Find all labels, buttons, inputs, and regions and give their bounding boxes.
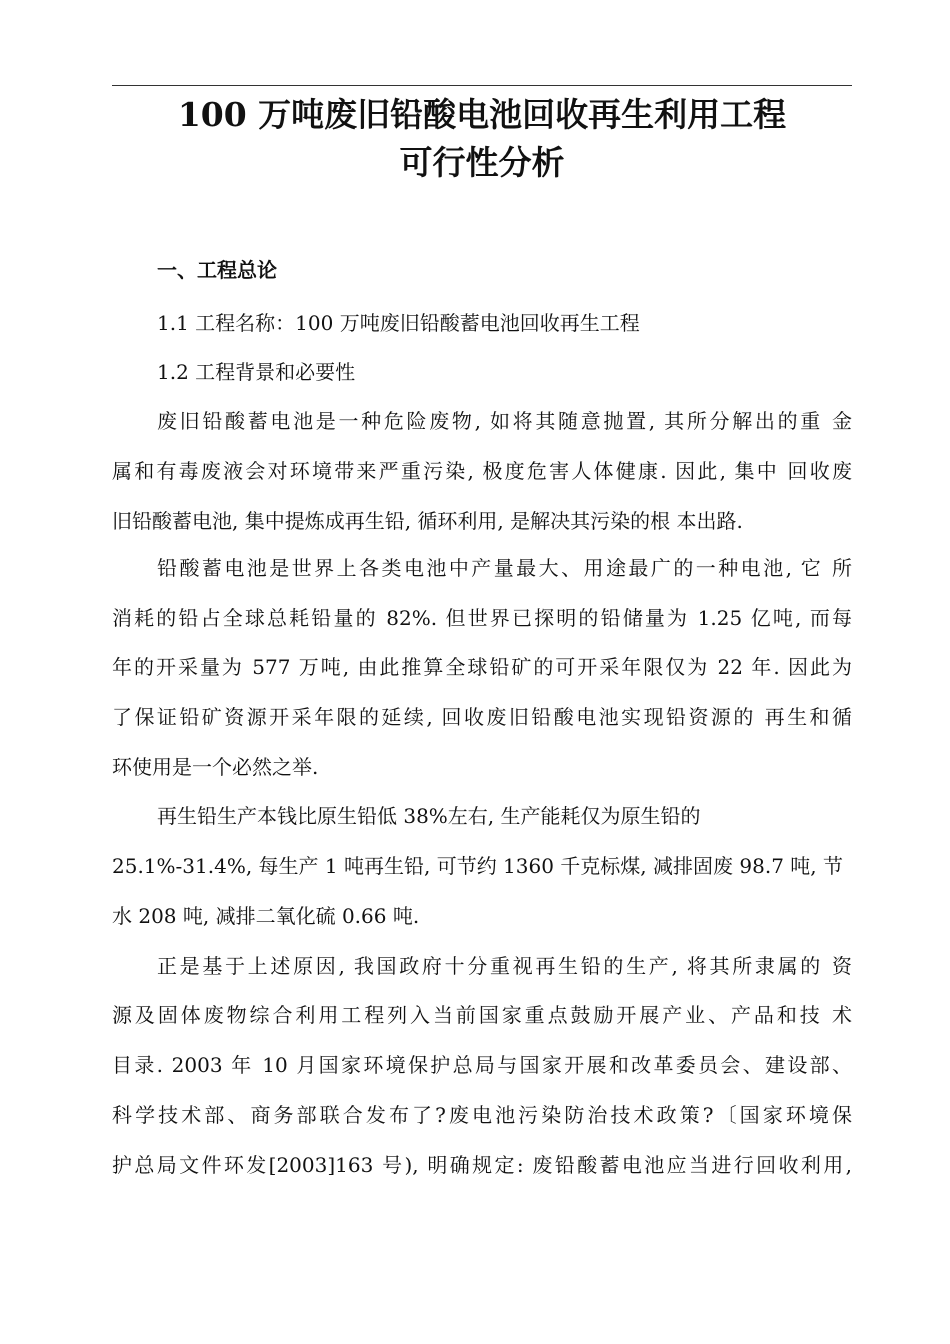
paragraph-1-line: 废旧铅酸蓄电池是一种危险废物, 如将其随意抛置, 其所分解出的重 金 [157,409,852,433]
paragraph-4-line: 目录. 2003 年 10 月国家环境保护总局与国家开展和改革委员会、建设部、 [112,1053,852,1077]
item-background: 1.2 工程背景和必要性 [157,360,356,384]
document-title-line-2: 可行性分析 [399,143,565,182]
paragraph-1-line: 属和有毒废液会对环境带来严重污染, 极度危害人体健康. 因此, 集中 回收废 [112,459,852,483]
paragraph-3-line: 水 208 吨, 减排二氧化硫 0.66 吨. [112,904,420,928]
paragraph-4-line: 护总局文件环发[2003]163 号), 明确规定: 废铅酸蓄电池应当进行回收利用, [112,1153,852,1177]
header-rule [112,85,852,86]
paragraph-2-line: 铅酸蓄电池是世界上各类电池中产量最大、用途最广的一种电池, 它 所 [157,556,852,580]
paragraph-4-line: 源及固体废物综合利用工程列入当前国家重点鼓励开展产业、产品和技 术 [112,1003,852,1027]
paragraph-4-line: 科学技术部、商务部联合发布了?废电池污染防治技术政策?〔国家环境保 [112,1103,852,1127]
paragraph-3-line: 再生铅生产本钱比原生铅低 38%左右, 生产能耗仅为原生铅的 [157,804,701,828]
paragraph-2-line: 了保证铅矿资源开采年限的延续, 回收废旧铅酸电池实现铅资源的 再生和循 [112,705,852,729]
paragraph-3-line: 25.1%-31.4%, 每生产 1 吨再生铅, 可节约 1360 千克标煤, 减排固废 98.7 吨, 节 [112,854,843,878]
paragraph-2-line: 消耗的铅占全球总耗铅量的 82%. 但世界已探明的铅储量为 1.25 亿吨, 而每 [112,606,852,630]
section-heading: 一、工程总论 [157,258,277,282]
item-project-name: 1.1 工程名称：100 万吨废旧铅酸蓄电池回收再生工程 [157,311,640,335]
document-title-line-1: 100 万吨废旧铅酸电池回收再生利用工程 [177,95,787,134]
paragraph-2-line: 年的开采量为 577 万吨, 由此推算全球铅矿的可开采年限仅为 22 年. 因此为 [112,655,852,679]
paragraph-2-line: 环使用是一个必然之举. [112,755,319,779]
paragraph-1-line: 旧铅酸蓄电池, 集中提炼成再生铅, 循环利用, 是解决其污染的根 本出路. [112,509,743,533]
paragraph-4-line: 正是基于上述原因, 我国政府十分重视再生铅的生产, 将其所隶属的 资 [157,954,852,978]
